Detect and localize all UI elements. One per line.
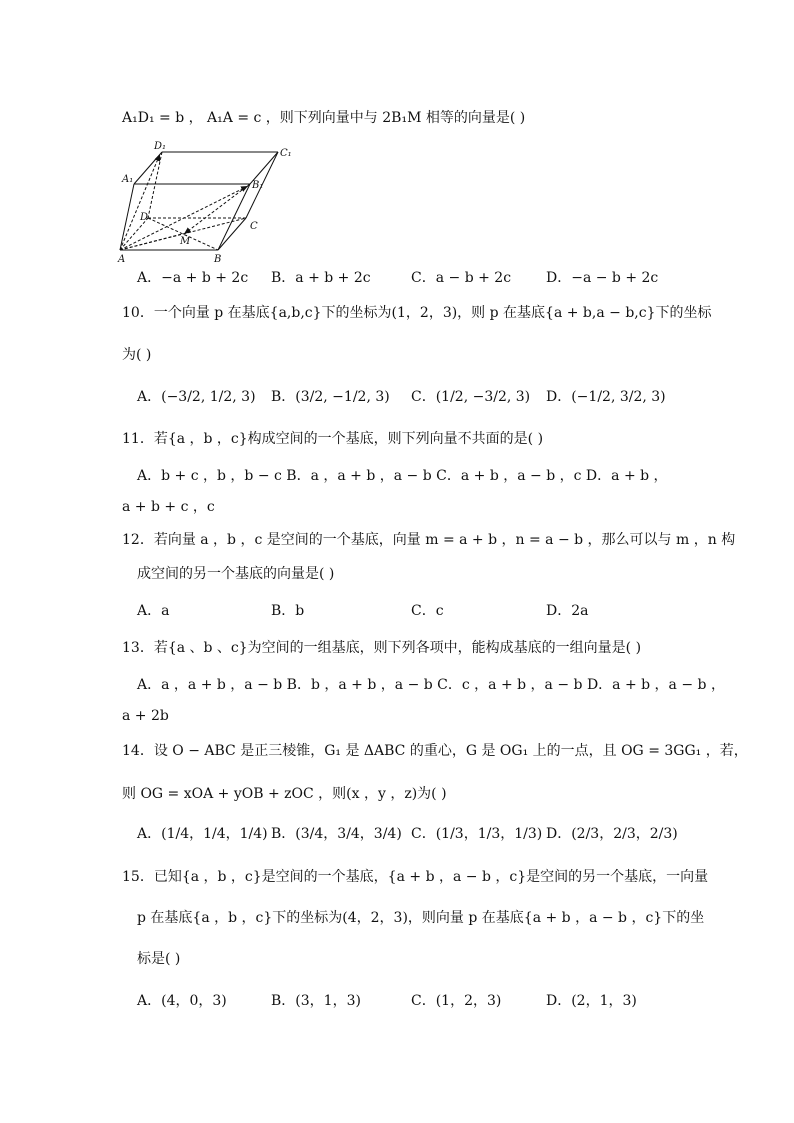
q14-stem-line2: 则 OG = xOA + yOB + zOC ，则(x ，y ，z)为( ) <box>122 786 447 802</box>
q15-stem-line1: 15．已知{a ，b ，c}是空间的一个基底，{a + b ，a − b ，c}是空间的另一个基底，一向量 <box>122 869 709 885</box>
q11-options-line2[interactable]: a + b + c ，c <box>122 499 215 515</box>
q12-option-a[interactable]: A．a <box>137 603 170 619</box>
q13-stem: 13．若{a 、b 、c}为空间的一组基底，则下列各项中，能构成基底的一组向量是( ) <box>122 640 642 656</box>
q12-option-c[interactable]: C．c <box>411 603 444 619</box>
parallelepiped-figure <box>120 138 290 266</box>
q14-option-d[interactable]: D．(2/3，2/3，2/3) <box>546 826 678 842</box>
label-A: A <box>118 254 126 265</box>
q14-option-b[interactable]: B．(3/4，3/4，3/4) <box>271 826 402 842</box>
q12-option-b[interactable]: B．b <box>271 603 305 619</box>
q10-option-b[interactable]: B．(3/2, −1/2, 3) <box>271 389 390 405</box>
q15-option-d[interactable]: D．(2，1，3) <box>546 993 637 1009</box>
label-C1: C₁ <box>280 148 292 159</box>
q10-option-c[interactable]: C．(1/2, −3/2, 3) <box>411 389 531 405</box>
q9-stem: A₁D₁ = b ， A₁A = c ，则下列向量中与 2B₁M 相等的向量是( ) <box>122 110 526 126</box>
q15-option-c[interactable]: C．(1，2，3) <box>411 993 502 1009</box>
q15-option-b[interactable]: B．(3，1，3) <box>271 993 361 1009</box>
q15-stem-line2: p 在基底{a ，b ，c}下的坐标为(4，2，3)，则向量 p 在基底{a + b ，a − b ，c}下的坐 <box>137 910 705 926</box>
q12-option-d[interactable]: D．2a <box>546 603 589 619</box>
q12-stem-line1: 12．若向量 a ，b ，c 是空间的一个基底，向量 m = a + b ，n = a − b ，那么可以与 m ，n 构 <box>122 532 736 548</box>
label-B1: B₁ <box>252 180 264 191</box>
q13-options-line1[interactable]: A．a ，a + b ，a − b B．b ，a + b ，a − b C．c ，a + b ，a − b D．a + b ，a − b ， <box>137 677 725 693</box>
label-A1: A₁ <box>122 174 134 185</box>
q9-option-b[interactable]: B．a + b + 2c <box>271 270 371 286</box>
label-M: M <box>180 236 191 247</box>
q11-options-line1[interactable]: A．b + c ，b ，b − c B．a ，a + b ，a − b C．a + b ，a − b ，c D．a + b ， <box>137 468 668 484</box>
label-D1: D₁ <box>154 141 167 152</box>
q14-option-a[interactable]: A．(1/4，1/4，1/4) <box>137 826 268 842</box>
q12-stem-line2: 成空间的另一个基底的向量是( ) <box>137 566 335 582</box>
q10-option-d[interactable]: D．(−1/2, 3/2, 3) <box>546 389 666 405</box>
q9-option-c[interactable]: C．a − b + 2c <box>411 270 512 286</box>
q13-options-line2[interactable]: a + 2b <box>122 708 169 724</box>
q14-stem-line1: 14．设 O − ABC 是正三棱锥，G₁ 是 ΔABC 的重心，G 是 OG₁ 上的一点，且 OG = 3GG₁ ，若， <box>122 743 748 759</box>
q14-option-c[interactable]: C．(1/3，1/3，1/3) <box>411 826 543 842</box>
q10-stem-line1: 10．一个向量 p 在基底{a,b,c}下的坐标为(1，2，3)，则 p 在基底{a + b,a − b,c}下的坐标 <box>122 305 712 321</box>
label-D: D <box>140 212 149 223</box>
q9-option-d[interactable]: D．−a − b + 2c <box>546 270 659 286</box>
q15-option-a[interactable]: A．(4，0，3) <box>137 993 227 1009</box>
label-C: C <box>250 221 258 232</box>
label-B: B <box>214 254 222 265</box>
q9-option-a[interactable]: A．−a + b + 2c <box>137 270 249 286</box>
q10-stem-line2: 为( ) <box>122 347 152 363</box>
q11-stem: 11．若{a ，b ，c}构成空间的一个基底，则下列向量不共面的是( ) <box>122 431 544 447</box>
q10-option-a[interactable]: A．(−3/2, 1/2, 3) <box>137 389 256 405</box>
q15-stem-line3: 标是( ) <box>137 951 181 967</box>
